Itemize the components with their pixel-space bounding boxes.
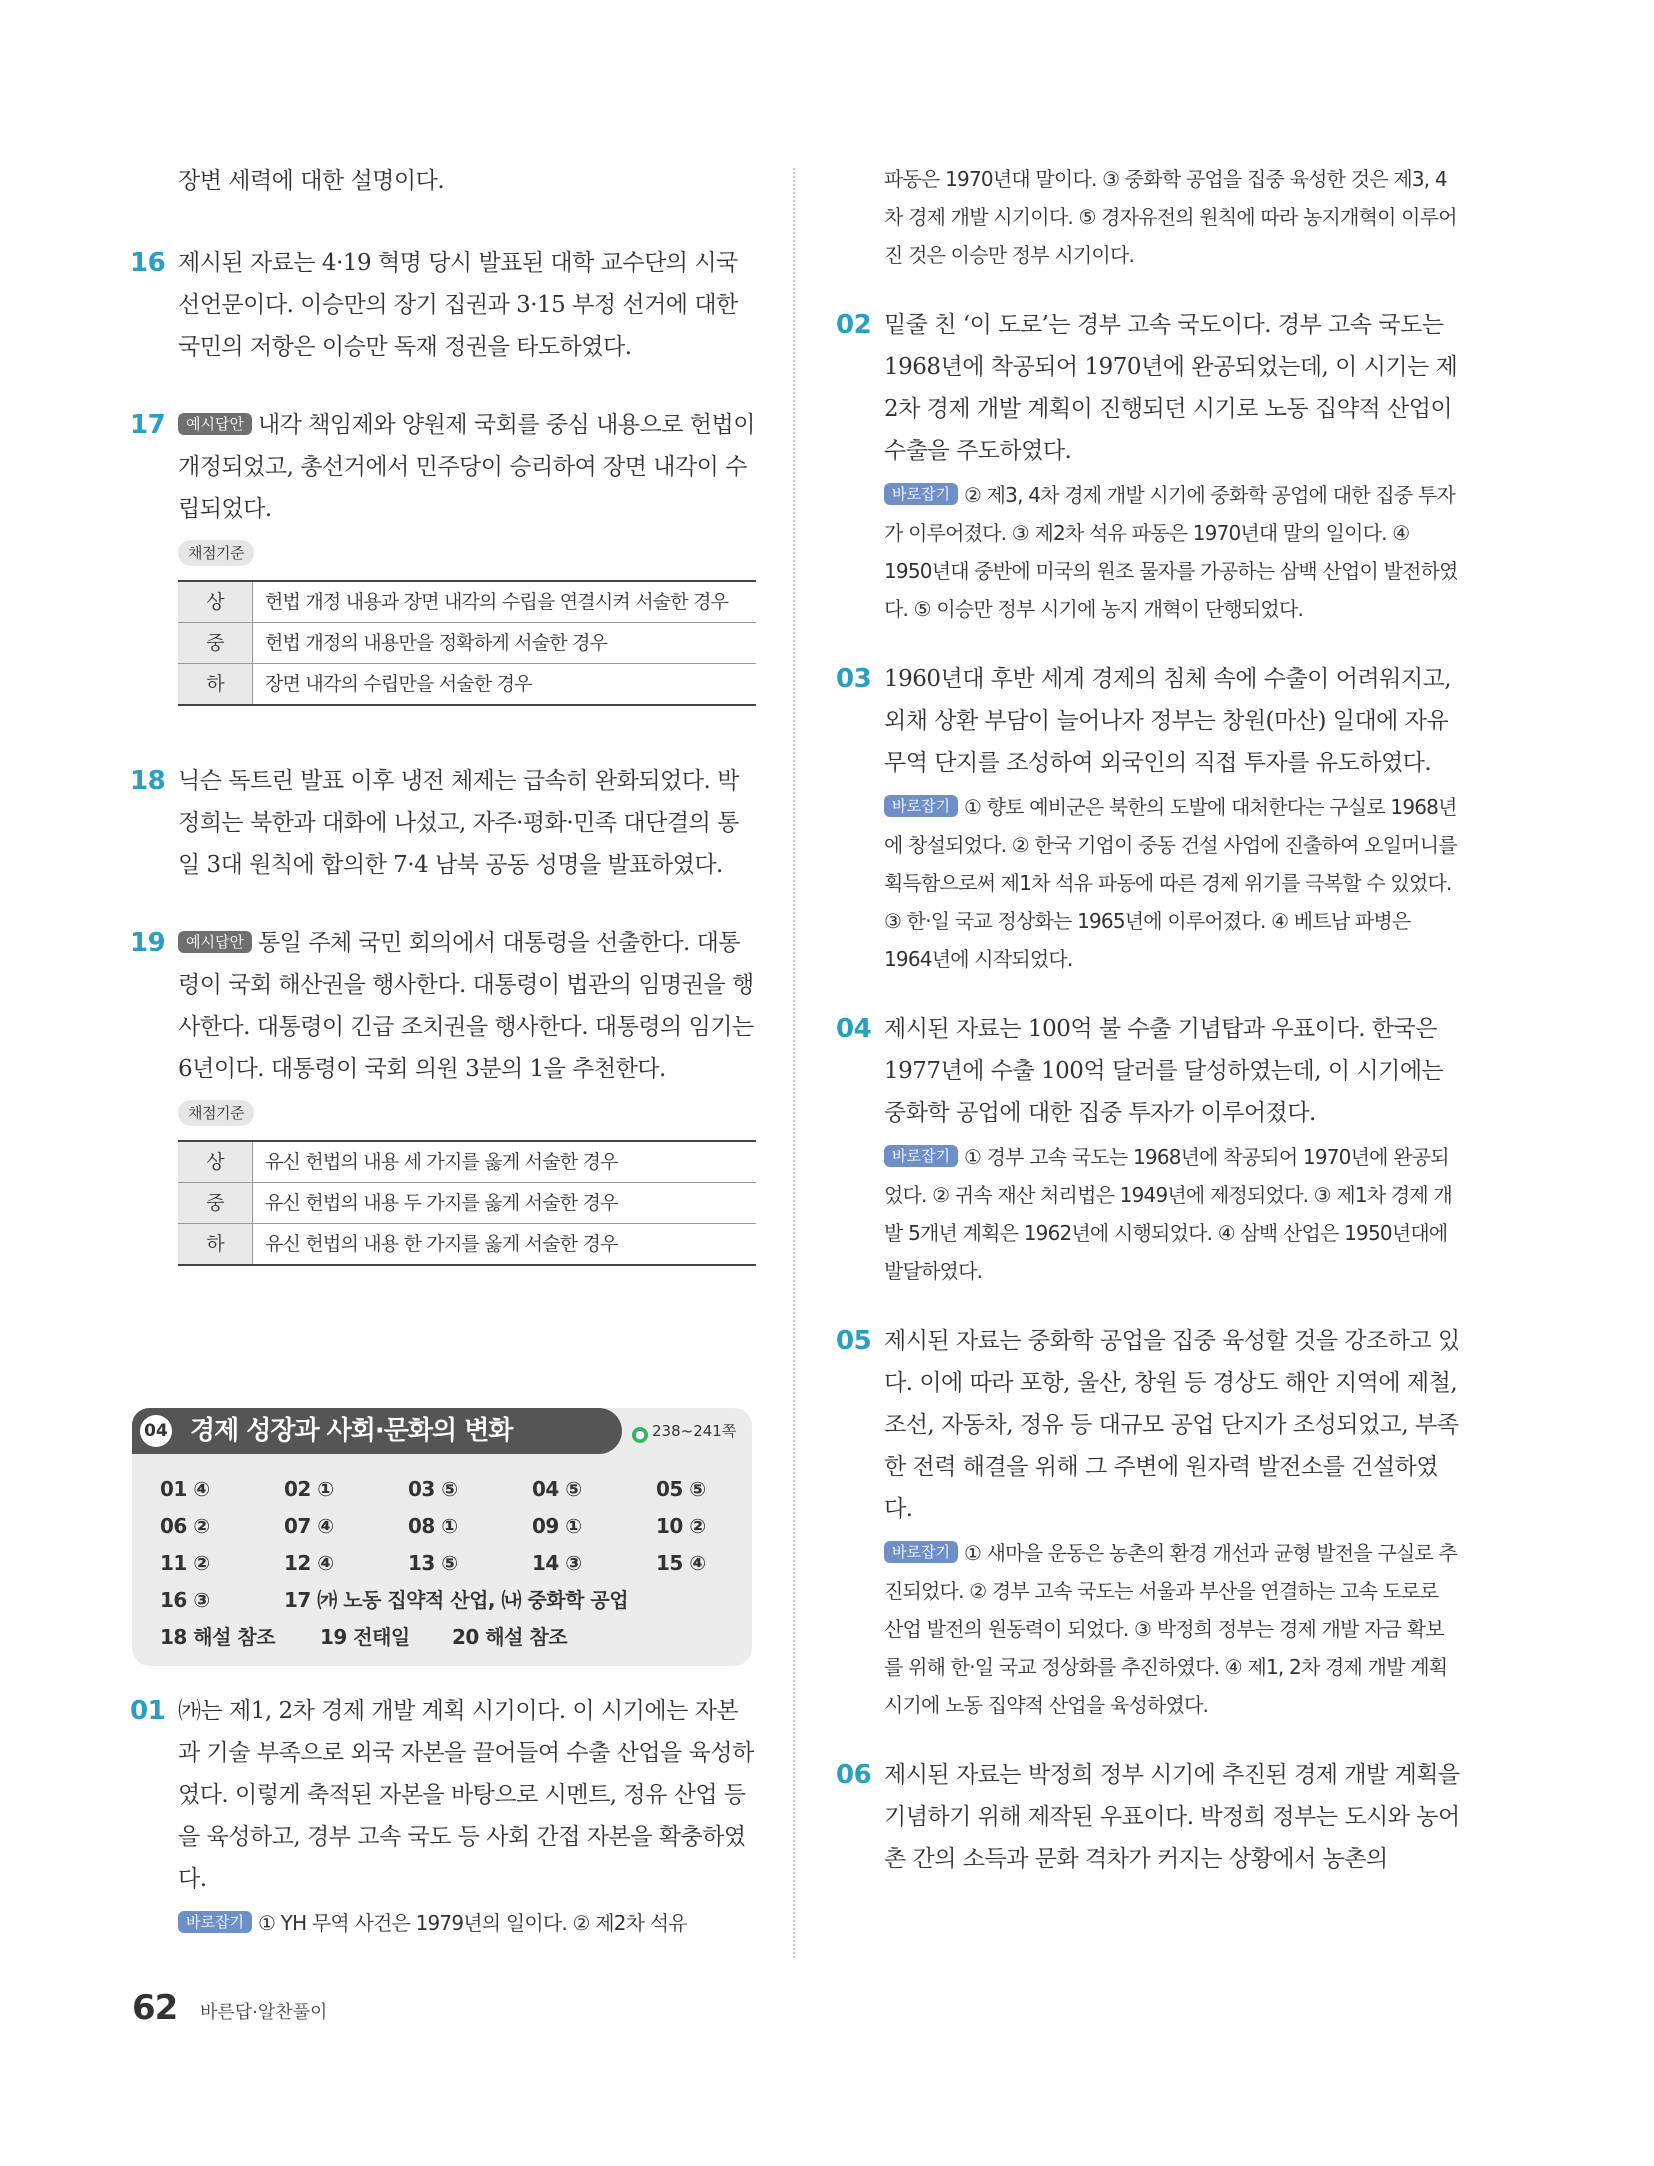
footer-label: 바른답·알찬풀이 [200,2002,328,2023]
desc-cell: 유신 헌법의 내용 한 가지를 옳게 서술한 경우 [253,1224,757,1266]
unit-pages [632,1418,736,1444]
question-04 [838,1008,1460,1290]
desc-cell: 유신 헌법의 내용 두 가지를 옳게 서술한 경우 [253,1183,757,1224]
page-ref-icon: ● [632,1427,648,1443]
question-number: 19 [130,928,166,958]
scoring-table [178,580,756,706]
answer-item: 15 ④ [656,1551,706,1575]
correction-badge: 바로잡기 [884,483,958,505]
answer-item: 06 ② [160,1514,210,1538]
correction-badge: 바로잡기 [884,1145,958,1167]
answer-text: ㈎는 제1, 2차 경제 개발 계획 시기이다. 이 시기에는 자본과 기술 부족으로 외국 자본을 끌어들여 수출 산업을 육성하였다. 이렇게 축적된 자본을 바탕으로 시멘트, 정유 산업 등을 육성하고, 경부 고속 국도 등 사회 간접 자본을 확충하였다. [178,1698,754,1892]
table-row [178,1141,756,1183]
unit-number: 04 [140,1415,172,1447]
question-05 [838,1320,1460,1724]
answer-text: 제시된 자료는 4·19 혁명 당시 발표된 대학 교수단의 시국 선언문이다. 이승만의 장기 집권과 3·15 부정 선거에 대한 국민의 저항은 이승만 독재 정권을 타도하였다. [178,250,738,360]
answer-text: 1960년대 후반 세계 경제의 침체 속에 수출이 어려워지고, 외채 상환 부담이 늘어나자 정부는 창원(마산) 일대에 자유 무역 단지를 조성하여 외국인의 직접 투자를 유도하였다. [884,666,1452,776]
answer-item: 01 ④ [160,1477,210,1501]
left-column-bottom [132,1690,757,1942]
table-row [178,1224,756,1266]
answer-text: 밑줄 친 ‘이 도로’는 경부 고속 국도이다. 경부 고속 국도는 1968년에 착공되어 1970년에 완공되었는데, 이 시기는 제2차 경제 개발 계획이 진행되던 시기로 노동 집약적 산업이 수출을 주도하였다. [884,312,1458,464]
question-number: 06 [836,1760,872,1790]
correction-text: ① 향토 예비군은 북한의 도발에 대처한다는 구실로 1968년에 창설되었다. ② 한국 기업이 중동 건설 사업에 진출하여 오일머니를 획득함으로써 제1차 석유 파동에 따른 경제 위기를 극복할 수 있었다. ③ 한·일 국교 정상화는 1965년에 이루어졌다. ④ 베트남 파병은 1964년에 시작되었다. [884,795,1457,971]
question-number: 05 [836,1326,872,1356]
table-row [178,664,756,706]
table-row [178,581,756,623]
answer-text: 제시된 자료는 박정희 정부 시기에 추진된 경제 개발 계획을 기념하기 위해 제작된 우표이다. 박정희 정부는 도시와 농어촌 간의 소득과 문화 격차가 커지는 상황에서 농촌의 [884,1762,1460,1872]
criteria-label: 채점기준 [178,540,254,566]
correction-text: ② 제3, 4차 경제 개발 시기에 중화학 공업에 대한 집중 투자가 이루어졌다. ③ 제2차 석유 파동은 1970년대 말의 일이다. ④ 1950년대 중반에 미국의 원조 물자를 가공하는 삼백 산업이 발전하였다. ⑤ 이승만 정부 시기에 농지 개혁이 단행되었다. [884,483,1458,621]
question-number: 04 [836,1014,872,1044]
answer-item: 18 해설 참조 [160,1625,276,1649]
unit-header [132,1408,622,1454]
correction-badge: 바로잡기 [884,1541,958,1563]
question-01 [132,1690,757,1942]
answer-item: 10 ② [656,1514,706,1538]
question-number: 16 [130,248,166,278]
answer-item: 04 ⑤ [532,1477,582,1501]
answer-item: 08 ① [408,1514,458,1538]
answer-text: 제시된 자료는 중화학 공업을 집중 육성할 것을 강조하고 있다. 이에 따라 포항, 울산, 창원 등 경상도 해안 지역에 제철, 조선, 자동차, 정유 등 대규모 공업 단지가 조성되었고, 부족한 전력 해결을 위해 그 주변에 원자력 발전소를 건설하였다. [884,1328,1460,1522]
question-02 [838,304,1460,628]
page-range: 238~241쪽 [652,1422,737,1440]
question-number: 03 [836,664,872,694]
left-column [132,160,757,1266]
question-16 [132,242,757,368]
column-divider [793,168,795,1958]
example-answer-badge: 예시답안 [178,931,252,953]
answer-item: 11 ② [160,1551,210,1575]
question-03 [838,658,1460,978]
answer-item: 05 ⑤ [656,1477,706,1501]
question-number: 02 [836,310,872,340]
question-19 [132,922,757,1266]
correction-badge: 바로잡기 [884,795,958,817]
answer-text: 닉슨 독트린 발표 이후 냉전 체제는 급속히 완화되었다. 박정희는 북한과 대화에 나섰고, 자주·평화·민족 대단결의 통일 3대 원칙에 합의한 7·4 남북 공동 성명을 발표하였다. [178,768,739,878]
question-06 [838,1754,1460,1880]
level-cell: 중 [178,1183,253,1224]
desc-cell: 장면 내각의 수립만을 서술한 경우 [253,664,757,706]
level-cell: 하 [178,664,253,706]
criteria-label: 채점기준 [178,1100,254,1126]
answer-text: 통일 주체 국민 회의에서 대통령을 선출한다. 대통령이 국회 해산권을 행사한다. 대통령이 법관의 임명권을 행사한다. 대통령이 긴급 조치권을 행사한다. 대통령의 임기는 6년이다. 대통령이 국회 의원 3분의 1을 추천한다. [178,930,754,1082]
question-17 [132,404,757,706]
answer-item: 19 전태일 [320,1625,410,1649]
answer-item: 02 ① [284,1477,334,1501]
correction-text: ① 새마을 운동은 농촌의 환경 개선과 균형 발전을 구실로 추진되었다. ② 경부 고속 국도는 서울과 부산을 연결하는 고속 도로로 산업 발전의 원동력이 되었다. ③ 박정희 정부는 경제 개발 자금 확보를 위해 한·일 국교 정상화를 추진하였다. ④ 제1, 2차 경제 개발 계획 시기에 노동 집약적 산업을 육성하였다. [884,1541,1458,1717]
desc-cell: 헌법 개정 내용과 장면 내각의 수립을 연결시켜 서술한 경우 [253,581,757,623]
unit-answer-box [132,1408,752,1666]
question-number: 17 [130,410,166,440]
level-cell: 하 [178,1224,253,1266]
answer-item: 03 ⑤ [408,1477,458,1501]
desc-cell: 유신 헌법의 내용 세 가지를 옳게 서술한 경우 [253,1141,757,1183]
answer-item: 09 ① [532,1514,582,1538]
answer-item: 07 ④ [284,1514,334,1538]
table-row [178,623,756,664]
correction-text: ① YH 무역 사건은 1979년의 일이다. ② 제2차 석유 [257,1911,687,1935]
answer-item: 20 해설 참조 [452,1625,568,1649]
level-cell: 상 [178,1141,253,1183]
answer-item: 12 ④ [284,1551,334,1575]
question-number: 01 [130,1696,166,1726]
level-cell: 상 [178,581,253,623]
continued-text: 파동은 1970년대 말이다. ③ 중화학 공업을 집중 육성한 것은 제3, 4차 경제 개발 시기이다. ⑤ 경자유전의 원칙에 따라 농지개혁이 이루어진 것은 이승만 정부 시기이다. [884,167,1457,267]
level-cell: 중 [178,623,253,664]
example-answer-badge: 예시답안 [178,413,252,435]
desc-cell: 헌법 개정의 내용만을 정확하게 서술한 경우 [253,623,757,664]
answer-item: 13 ⑤ [408,1551,458,1575]
answer-item: 16 ③ [160,1588,210,1612]
answer-item: 14 ③ [532,1551,582,1575]
table-row [178,1183,756,1224]
intro-text: 장변 세력에 대한 설명이다. [178,168,445,194]
answer-text: 내각 책임제와 양원제 국회를 중심 내용으로 헌법이 개정되었고, 총선거에서 민주당이 승리하여 장면 내각이 수립되었다. [178,412,755,522]
question-18 [132,760,757,886]
scoring-table [178,1140,756,1266]
correction-badge: 바로잡기 [178,1911,252,1933]
unit-title: 경제 성장과 사회·문화의 변화 [190,1416,513,1446]
answer-text: 제시된 자료는 100억 불 수출 기념탑과 우표이다. 한국은 1977년에 수출 100억 달러를 달성하였는데, 이 시기에는 중화학 공업에 대한 집중 투자가 이루어졌다. [884,1016,1444,1126]
page-number: 62 [132,1988,178,2028]
question-number: 18 [130,766,166,796]
answer-item: 17 ㈎ 노동 집약적 산업, ㈏ 중화학 공업 [284,1588,629,1612]
right-column [838,160,1460,1880]
correction-text: ① 경부 고속 국도는 1968년에 착공되어 1970년에 완공되었다. ② 귀속 재산 처리법은 1949년에 제정되었다. ③ 제1차 경제 개발 5개년 계획은 1962년에 시행되었다. ④ 삼백 산업은 1950년대에 발달하였다. [884,1145,1453,1283]
